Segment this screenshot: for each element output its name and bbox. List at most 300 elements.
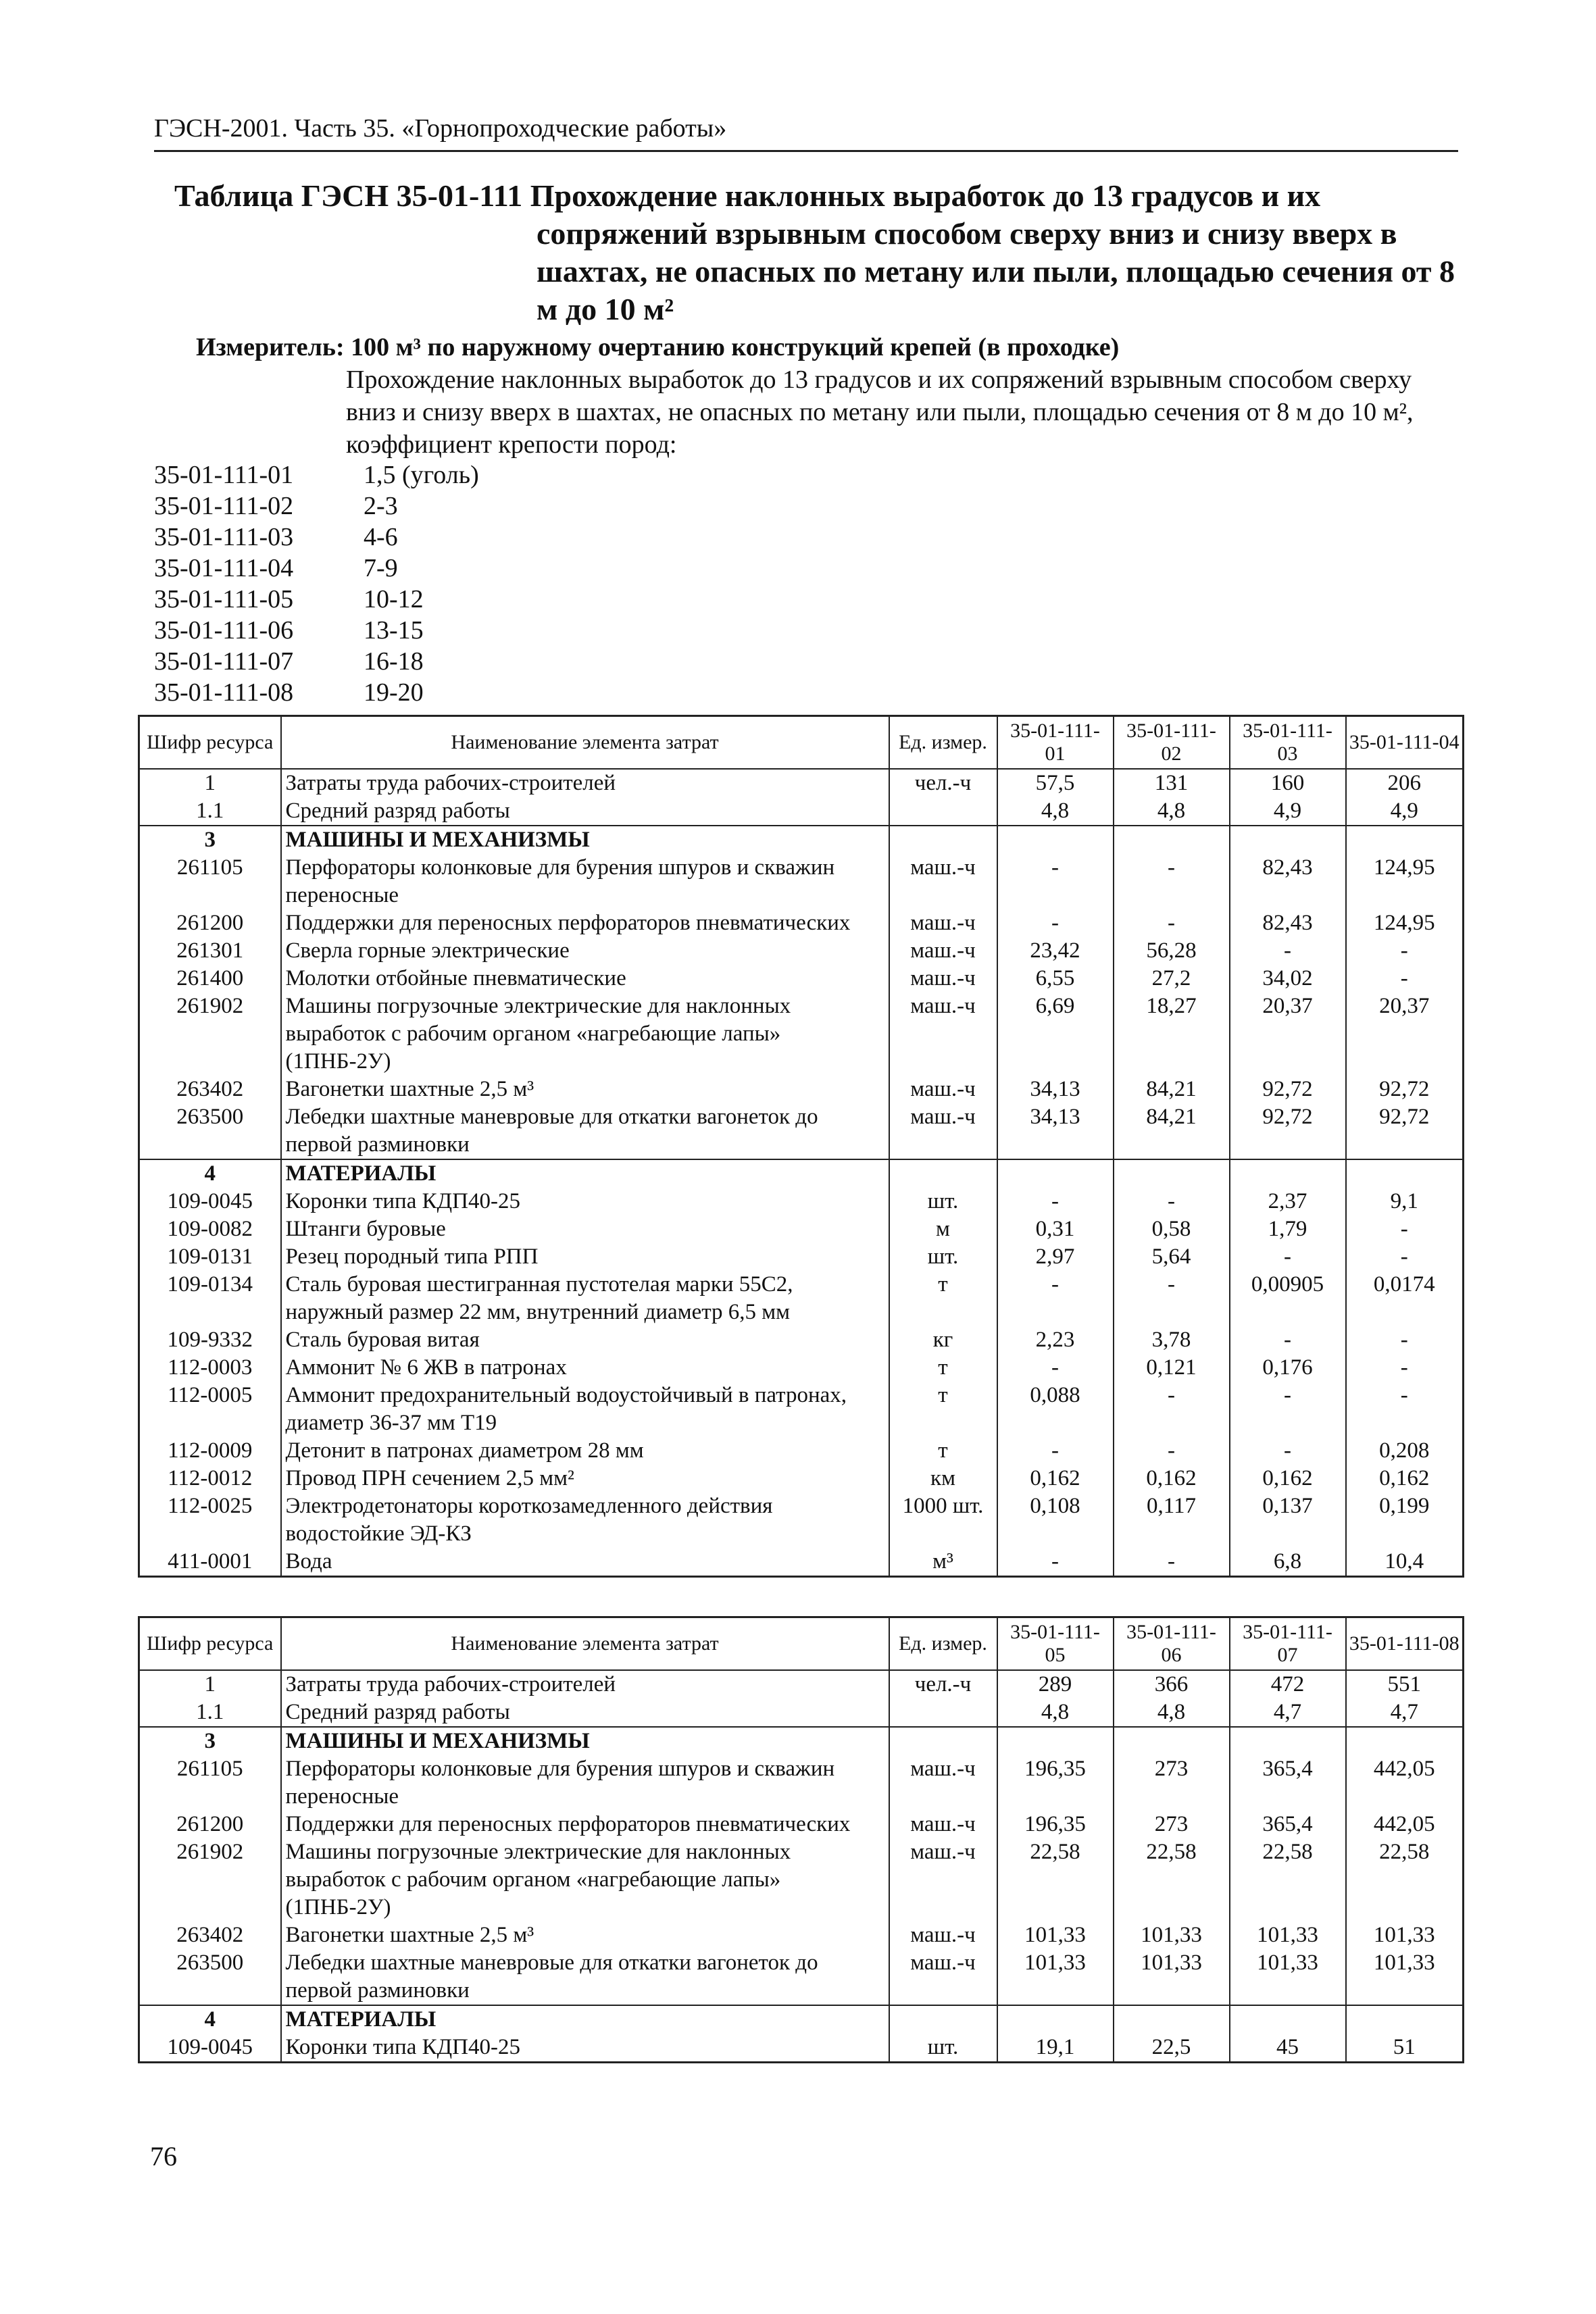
cell-code: 3: [139, 1727, 281, 1755]
code-list: [154, 459, 479, 708]
cell-value: -: [997, 854, 1114, 909]
cell-value: 82,43: [1230, 854, 1346, 909]
cell-code: 261105: [139, 854, 281, 909]
cell-code: 261105: [139, 1755, 281, 1811]
cell-name: Машины погрузочные электрические для наклонных выработок с рабочим органом «нагребающие лапы» (1ПНБ-2У): [281, 1838, 889, 1921]
cell-unit: маш.-ч: [889, 909, 997, 937]
cell-name: Провод ПРН сечением 2,5 мм²: [281, 1465, 889, 1492]
table-row: [139, 1811, 1464, 1838]
cell-code: 261200: [139, 909, 281, 937]
cell-unit: маш.-ч: [889, 1103, 997, 1159]
cell-value: [1346, 2005, 1464, 2034]
cell-name: Поддержки для переносных перфораторов пневматических: [281, 1811, 889, 1838]
cell-value: 4,8: [1114, 1699, 1230, 1727]
cell-value: -: [1230, 937, 1346, 965]
code-list-item: [154, 553, 479, 584]
header-norm-code: 35-01-111-01: [997, 716, 1114, 770]
cell-value: 4,8: [997, 797, 1114, 826]
table-row: [139, 1437, 1464, 1465]
cell-name: Молотки отбойные пневматические: [281, 965, 889, 992]
table-row: [139, 1492, 1464, 1548]
resource-table-2: [138, 1616, 1464, 2063]
cell-value: [1114, 826, 1230, 854]
code-list-value: 4-6: [364, 523, 398, 551]
table-title: [174, 177, 1458, 328]
cell-value: 196,35: [997, 1811, 1114, 1838]
cell-code: 261400: [139, 965, 281, 992]
cell-code: 1.1: [139, 797, 281, 826]
cell-code: 411-0001: [139, 1548, 281, 1577]
table-row: [139, 992, 1464, 1076]
running-header: ГЭСН-2001. Часть 35. «Горнопроходческие работы»: [154, 114, 1458, 152]
cell-name: Поддержки для переносных перфораторов пневматических: [281, 909, 889, 937]
header-norm-code: 35-01-111-03: [1230, 716, 1346, 770]
cell-value: -: [997, 1271, 1114, 1326]
cell-code: 1.1: [139, 1699, 281, 1727]
cell-value: [1114, 1159, 1230, 1188]
cell-name: Вагонетки шахтные 2,5 м³: [281, 1921, 889, 1949]
cell-value: 4,8: [997, 1699, 1114, 1727]
work-description: Прохождение наклонных выработок до 13 градусов и их сопряжений взрывным способом сверху вниз и снизу вверх в шахтах, не опасных по метану или пыли, площадью сечения от 8 м до 10 м², коэффициент крепости пород:: [346, 366, 1414, 459]
cell-name: Машины погрузочные электрические для наклонных выработок с рабочим органом «нагребающие лапы» (1ПНБ-2У): [281, 992, 889, 1076]
header-code: Шифр ресурса: [139, 1617, 281, 1671]
code-list-code: 35-01-111-05: [154, 585, 294, 613]
cell-unit: [889, 797, 997, 826]
resource-table-1: [138, 715, 1464, 1578]
cell-name: Сверла горные электрические: [281, 937, 889, 965]
header-norm-code: 35-01-111-05: [997, 1617, 1114, 1671]
cell-name: Затраты труда рабочих-строителей: [281, 769, 889, 797]
code-list-code: 35-01-111-04: [154, 554, 294, 582]
cell-value: 4,9: [1230, 797, 1346, 826]
cell-value: 18,27: [1114, 992, 1230, 1076]
code-list-item: [154, 491, 479, 522]
table-row: [139, 854, 1464, 909]
cell-value: 131: [1114, 769, 1230, 797]
cell-name: Резец породный типа РПП: [281, 1243, 889, 1271]
cell-name: Сталь буровая шестигранная пустотелая марки 55С2, наружный размер 22 мм, внутренний диаметр 6,5 мм: [281, 1271, 889, 1326]
cell-value: 0,31: [997, 1215, 1114, 1243]
cell-value: 101,33: [1230, 1949, 1346, 2005]
cell-unit: т: [889, 1354, 997, 1382]
meter-line: Измеритель: 100 м³ по наружному очертанию конструкций крепей (в проходке): [196, 333, 1120, 361]
cell-name: Аммонит № 6 ЖВ в патронах: [281, 1354, 889, 1382]
cell-value: 0,162: [1114, 1465, 1230, 1492]
cell-value: [1230, 1727, 1346, 1755]
cell-value: 23,42: [997, 937, 1114, 965]
cell-unit: м: [889, 1215, 997, 1243]
cell-code: 263500: [139, 1949, 281, 2005]
cell-value: 0,176: [1230, 1354, 1346, 1382]
cell-value: [1346, 1727, 1464, 1755]
code-list-value: 10-12: [364, 585, 424, 613]
cell-value: -: [1346, 965, 1464, 992]
cell-value: 0,137: [1230, 1492, 1346, 1548]
cell-unit: м³: [889, 1548, 997, 1577]
cell-value: -: [997, 1188, 1114, 1215]
cell-value: 0,088: [997, 1382, 1114, 1437]
table-row: [139, 1103, 1464, 1159]
table-row: [139, 965, 1464, 992]
header-unit: Ед. измер.: [889, 716, 997, 770]
cell-value: 160: [1230, 769, 1346, 797]
cell-code: 109-0082: [139, 1215, 281, 1243]
code-list-value: 16-18: [364, 647, 424, 676]
table-row: [139, 2034, 1464, 2063]
cell-value: 0,108: [997, 1492, 1114, 1548]
cell-unit: маш.-ч: [889, 1949, 997, 2005]
cell-unit: т: [889, 1271, 997, 1326]
cell-name: Средний разряд работы: [281, 797, 889, 826]
cell-name: МАТЕРИАЛЫ: [281, 2005, 889, 2034]
cell-value: 20,37: [1346, 992, 1464, 1076]
cell-value: 101,33: [1230, 1921, 1346, 1949]
cell-value: -: [1346, 1243, 1464, 1271]
table-row: [139, 1354, 1464, 1382]
table-row: [139, 1215, 1464, 1243]
cell-value: 22,58: [1346, 1838, 1464, 1921]
cell-code: 109-0045: [139, 1188, 281, 1215]
cell-value: 3,78: [1114, 1326, 1230, 1354]
cell-name: Лебедки шахтные маневровые для откатки вагонеток до первой разминовки: [281, 1949, 889, 2005]
cell-value: 101,33: [997, 1949, 1114, 2005]
table-row: [139, 1727, 1464, 1755]
cell-code: 263402: [139, 1921, 281, 1949]
cell-value: 124,95: [1346, 854, 1464, 909]
cell-value: -: [1114, 1548, 1230, 1577]
cell-unit: кг: [889, 1326, 997, 1354]
cell-value: 4,7: [1346, 1699, 1464, 1727]
cell-value: 101,33: [1346, 1949, 1464, 2005]
header-norm-code: 35-01-111-04: [1346, 716, 1464, 770]
cell-value: 92,72: [1230, 1076, 1346, 1103]
cell-name: Аммонит предохранительный водоустойчивый в патронах, диаметр 36-37 мм Т19: [281, 1382, 889, 1437]
table-row: [139, 937, 1464, 965]
cell-value: -: [1114, 854, 1230, 909]
header-name: Наименование элемента затрат: [281, 716, 889, 770]
cell-value: [1230, 2005, 1346, 2034]
cell-name: Перфораторы колонковые для бурения шпуров и скважин переносные: [281, 854, 889, 909]
cell-value: 84,21: [1114, 1076, 1230, 1103]
cell-value: -: [1346, 1382, 1464, 1437]
header-code: Шифр ресурса: [139, 716, 281, 770]
cell-unit: 1000 шт.: [889, 1492, 997, 1548]
cell-unit: т: [889, 1437, 997, 1465]
cell-value: -: [1114, 1188, 1230, 1215]
cell-value: 366: [1114, 1670, 1230, 1699]
code-list-code: 35-01-111-08: [154, 678, 294, 707]
cell-unit: [889, 826, 997, 854]
table-row: [139, 1548, 1464, 1577]
cell-unit: маш.-ч: [889, 992, 997, 1076]
cell-value: 0,00905: [1230, 1271, 1346, 1326]
cell-code: 263500: [139, 1103, 281, 1159]
cell-value: 442,05: [1346, 1755, 1464, 1811]
cell-value: 101,33: [1114, 1949, 1230, 2005]
cell-name: Электродетонаторы короткозамедленного действия водостойкие ЭД-КЗ: [281, 1492, 889, 1548]
table-row: [139, 1465, 1464, 1492]
title-lead: Таблица ГЭСН 35-01-111 Прохождение наклонных выработок до 13 градусов и их: [174, 178, 1321, 213]
cell-code: 1: [139, 769, 281, 797]
cell-name: Вагонетки шахтные 2,5 м³: [281, 1076, 889, 1103]
table-header-row: [139, 716, 1464, 770]
cell-name: Коронки типа КДП40-25: [281, 2034, 889, 2063]
table-row: [139, 797, 1464, 826]
cell-value: 365,4: [1230, 1755, 1346, 1811]
cell-value: -: [997, 1437, 1114, 1465]
cell-unit: чел.-ч: [889, 1670, 997, 1699]
table-row: [139, 826, 1464, 854]
cell-value: 6,55: [997, 965, 1114, 992]
cell-value: 51: [1346, 2034, 1464, 2063]
cell-value: -: [1114, 1271, 1230, 1326]
cell-value: 0,162: [1230, 1465, 1346, 1492]
cell-name: Коронки типа КДП40-25: [281, 1188, 889, 1215]
table-row: [139, 1670, 1464, 1699]
cell-value: 0,0174: [1346, 1271, 1464, 1326]
cell-name: МАШИНЫ И МЕХАНИЗМЫ: [281, 826, 889, 854]
cell-value: 10,4: [1346, 1548, 1464, 1577]
cell-value: 0,199: [1346, 1492, 1464, 1548]
title-rest: сопряжений взрывным способом сверху вниз и снизу вверх в шахтах, не опасных по метану или пыли, площадью сечения от 8 м до 10 м²: [537, 216, 1455, 326]
code-list-value: 13-15: [364, 616, 424, 645]
cell-value: 0,58: [1114, 1215, 1230, 1243]
cell-unit: маш.-ч: [889, 1921, 997, 1949]
cell-value: [997, 1159, 1114, 1188]
cell-unit: маш.-ч: [889, 1755, 997, 1811]
cell-code: 3: [139, 826, 281, 854]
header-norm-code: 35-01-111-07: [1230, 1617, 1346, 1671]
cell-value: 365,4: [1230, 1811, 1346, 1838]
cell-code: 261301: [139, 937, 281, 965]
cell-value: 22,5: [1114, 2034, 1230, 2063]
cell-code: 4: [139, 1159, 281, 1188]
code-list-item: [154, 646, 479, 677]
cell-value: -: [1230, 1243, 1346, 1271]
cell-value: 6,8: [1230, 1548, 1346, 1577]
cell-value: 273: [1114, 1755, 1230, 1811]
cell-value: 101,33: [997, 1921, 1114, 1949]
cell-value: 92,72: [1230, 1103, 1346, 1159]
cell-name: Детонит в патронах диаметром 28 мм: [281, 1437, 889, 1465]
table-row: [139, 1326, 1464, 1354]
cell-code: 261902: [139, 992, 281, 1076]
cell-value: 4,7: [1230, 1699, 1346, 1727]
cell-unit: шт.: [889, 1188, 997, 1215]
cell-code: 109-0131: [139, 1243, 281, 1271]
cell-unit: шт.: [889, 1243, 997, 1271]
code-list-value: 2-3: [364, 492, 398, 520]
table-row: [139, 909, 1464, 937]
cell-code: 112-0003: [139, 1354, 281, 1382]
cell-value: 22,58: [1114, 1838, 1230, 1921]
cell-value: [1230, 1159, 1346, 1188]
cell-value: -: [1230, 1437, 1346, 1465]
cell-value: 442,05: [1346, 1811, 1464, 1838]
code-list-item: [154, 584, 479, 615]
table-row: [139, 769, 1464, 797]
cell-name: Лебедки шахтные маневровые для откатки вагонеток до первой разминовки: [281, 1103, 889, 1159]
cell-value: 0,162: [997, 1465, 1114, 1492]
cell-value: 19,1: [997, 2034, 1114, 2063]
table-row: [139, 1949, 1464, 2005]
cell-unit: т: [889, 1382, 997, 1437]
cell-value: 0,162: [1346, 1465, 1464, 1492]
cell-value: -: [1114, 1437, 1230, 1465]
cell-name: Перфораторы колонковые для бурения шпуров и скважин переносные: [281, 1755, 889, 1811]
cell-value: -: [1346, 1354, 1464, 1382]
cell-unit: км: [889, 1465, 997, 1492]
cell-name: Штанги буровые: [281, 1215, 889, 1243]
cell-value: 84,21: [1114, 1103, 1230, 1159]
cell-value: 20,37: [1230, 992, 1346, 1076]
header-norm-code: 35-01-111-06: [1114, 1617, 1230, 1671]
table-row: [139, 1755, 1464, 1811]
table-row: [139, 1159, 1464, 1188]
cell-value: 124,95: [1346, 909, 1464, 937]
cell-value: [1114, 2005, 1230, 2034]
cell-unit: [889, 1159, 997, 1188]
cell-value: [997, 1727, 1114, 1755]
table-row: [139, 2005, 1464, 2034]
cell-unit: маш.-ч: [889, 1811, 997, 1838]
header-name: Наименование элемента затрат: [281, 1617, 889, 1671]
cell-value: 34,02: [1230, 965, 1346, 992]
cell-value: 2,37: [1230, 1188, 1346, 1215]
cell-unit: [889, 1699, 997, 1727]
cell-value: 22,58: [1230, 1838, 1346, 1921]
cell-value: 34,13: [997, 1076, 1114, 1103]
cell-value: 45: [1230, 2034, 1346, 2063]
table-row: [139, 1188, 1464, 1215]
cell-value: -: [997, 1354, 1114, 1382]
cell-value: 57,5: [997, 769, 1114, 797]
cell-code: 109-0134: [139, 1271, 281, 1326]
cell-name: МАШИНЫ И МЕХАНИЗМЫ: [281, 1727, 889, 1755]
cell-value: [1346, 1159, 1464, 1188]
table-row: [139, 1076, 1464, 1103]
cell-value: 92,72: [1346, 1103, 1464, 1159]
cell-code: 109-9332: [139, 1326, 281, 1354]
cell-value: 82,43: [1230, 909, 1346, 937]
cell-unit: маш.-ч: [889, 965, 997, 992]
code-list-item: [154, 522, 479, 553]
cell-value: 2,23: [997, 1326, 1114, 1354]
cell-value: 4,9: [1346, 797, 1464, 826]
cell-name: Сталь буровая витая: [281, 1326, 889, 1354]
code-list-code: 35-01-111-03: [154, 523, 294, 551]
cell-value: 101,33: [1346, 1921, 1464, 1949]
cell-value: 5,64: [1114, 1243, 1230, 1271]
cell-value: 551: [1346, 1670, 1464, 1699]
cell-code: 112-0009: [139, 1437, 281, 1465]
cell-unit: маш.-ч: [889, 1838, 997, 1921]
code-list-code: 35-01-111-01: [154, 461, 294, 489]
header-norm-code: 35-01-111-08: [1346, 1617, 1464, 1671]
cell-code: 112-0025: [139, 1492, 281, 1548]
code-list-value: 1,5 (уголь): [364, 461, 479, 489]
cell-value: 2,97: [997, 1243, 1114, 1271]
cell-value: 0,208: [1346, 1437, 1464, 1465]
page-number: 76: [150, 2141, 177, 2171]
cell-value: -: [1346, 1215, 1464, 1243]
cell-value: 206: [1346, 769, 1464, 797]
cell-name: Затраты труда рабочих-строителей: [281, 1670, 889, 1699]
code-list-code: 35-01-111-07: [154, 647, 294, 676]
cell-value: 92,72: [1346, 1076, 1464, 1103]
cell-code: 112-0005: [139, 1382, 281, 1437]
cell-value: 0,121: [1114, 1354, 1230, 1382]
header-unit: Ед. измер.: [889, 1617, 997, 1671]
cell-value: 56,28: [1114, 937, 1230, 965]
cell-code: 263402: [139, 1076, 281, 1103]
cell-value: 472: [1230, 1670, 1346, 1699]
table-row: [139, 1838, 1464, 1921]
code-list-item: [154, 615, 479, 646]
cell-unit: [889, 1727, 997, 1755]
table-row: [139, 1699, 1464, 1727]
cell-value: 1,79: [1230, 1215, 1346, 1243]
cell-code: 261902: [139, 1838, 281, 1921]
code-list-code: 35-01-111-02: [154, 492, 294, 520]
cell-value: 0,117: [1114, 1492, 1230, 1548]
cell-value: -: [1230, 1382, 1346, 1437]
cell-name: Средний разряд работы: [281, 1699, 889, 1727]
code-list-value: 7-9: [364, 554, 398, 582]
cell-unit: маш.-ч: [889, 937, 997, 965]
header-norm-code: 35-01-111-02: [1114, 716, 1230, 770]
code-list-code: 35-01-111-06: [154, 616, 294, 645]
cell-value: -: [1346, 1326, 1464, 1354]
code-list-item: [154, 459, 479, 491]
cell-value: -: [1230, 1326, 1346, 1354]
cell-code: 4: [139, 2005, 281, 2034]
cell-unit: шт.: [889, 2034, 997, 2063]
cell-value: 9,1: [1346, 1188, 1464, 1215]
cell-name: МАТЕРИАЛЫ: [281, 1159, 889, 1188]
cell-value: 4,8: [1114, 797, 1230, 826]
cell-value: 6,69: [997, 992, 1114, 1076]
cell-code: 1: [139, 1670, 281, 1699]
table-header-row: [139, 1617, 1464, 1671]
cell-code: 109-0045: [139, 2034, 281, 2063]
table-row: [139, 1271, 1464, 1326]
cell-value: 34,13: [997, 1103, 1114, 1159]
cell-value: 27,2: [1114, 965, 1230, 992]
cell-code: 112-0012: [139, 1465, 281, 1492]
code-list-value: 19-20: [364, 678, 424, 707]
cell-unit: маш.-ч: [889, 854, 997, 909]
cell-value: [997, 2005, 1114, 2034]
table-row: [139, 1382, 1464, 1437]
cell-value: [1114, 1727, 1230, 1755]
cell-name: Вода: [281, 1548, 889, 1577]
table-row: [139, 1921, 1464, 1949]
cell-value: -: [1114, 909, 1230, 937]
cell-unit: чел.-ч: [889, 769, 997, 797]
table-row: [139, 1243, 1464, 1271]
cell-value: [1230, 826, 1346, 854]
cell-code: 261200: [139, 1811, 281, 1838]
cell-value: 101,33: [1114, 1921, 1230, 1949]
cell-value: -: [997, 1548, 1114, 1577]
cell-value: -: [1346, 937, 1464, 965]
cell-value: [1346, 826, 1464, 854]
cell-value: -: [997, 909, 1114, 937]
cell-value: 273: [1114, 1811, 1230, 1838]
code-list-item: [154, 677, 479, 708]
cell-unit: маш.-ч: [889, 1076, 997, 1103]
